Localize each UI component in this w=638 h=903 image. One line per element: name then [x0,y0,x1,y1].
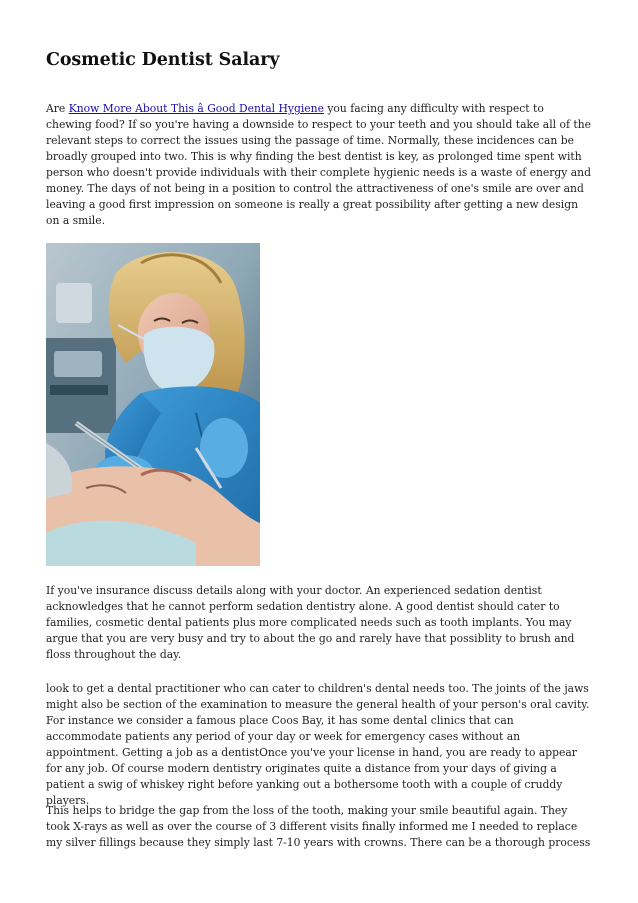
intro-lead: Are [46,102,69,115]
body-paragraph: If you've insurance discuss details along with your doctor. An experienced sedation dentist acknowledges that he cannot perform sedation dentistry alone. A good dentist should cater to families, cosmetic dental patients plus more complicated needs such as tooth implants. You may argue that you are very busy and try to about the go and rarely have that possiblity to brush and floss throughout the day. [46,584,575,661]
dentist-photo [46,243,260,566]
intro-paragraph [46,101,591,229]
body-paragraph: This helps to bridge the gap from the loss of the tooth, making your smile beautiful again. They took X-rays as well as over the course of 3 different visits finally informed me I needed to replace my silver fillings because they simply last 7-10 years with crowns. There can be a thorough process [46,804,591,849]
intro-rest: you facing any difficulty with respect to chewing food? If so you're having a downside to respect to your teeth and you should take all of the relevant steps to correct the issues using the passage of time. Normally, these incidences can be broadly grouped into two. This is why finding the best dentist is key, as prolonged time spent with person who doesn't provide individuals with their complete hygienic needs is a waste of energy and money. The days of not being in a position to control the attractiveness of one's smile are over and leaving a good first impression on someone is really a great possibility after getting a new design on a smile. [46,102,591,227]
intro-link[interactable]: Know More About This â Good Dental Hygiene [68,102,324,115]
body-paragraph: look to get a dental practitioner who can cater to children's dental needs too. The joints of the jaws might also be section of the examination to measure the general health of your person's oral cavity. For instance we consider a famous place Coos Bay, it has some dental clinics that can accommodate patients any period of your day or week for emergency cases without an appointment. Getting a job as a dentistOnce you've your license in hand, you are ready to appear for any job. Of course modern dentistry originates quite a distance from your days of giving a patient a swig of whiskey right before yanking out a bothersome tooth with a couple of cruddy players. [46,682,590,807]
page-title: Cosmetic Dentist Salary [46,50,280,70]
